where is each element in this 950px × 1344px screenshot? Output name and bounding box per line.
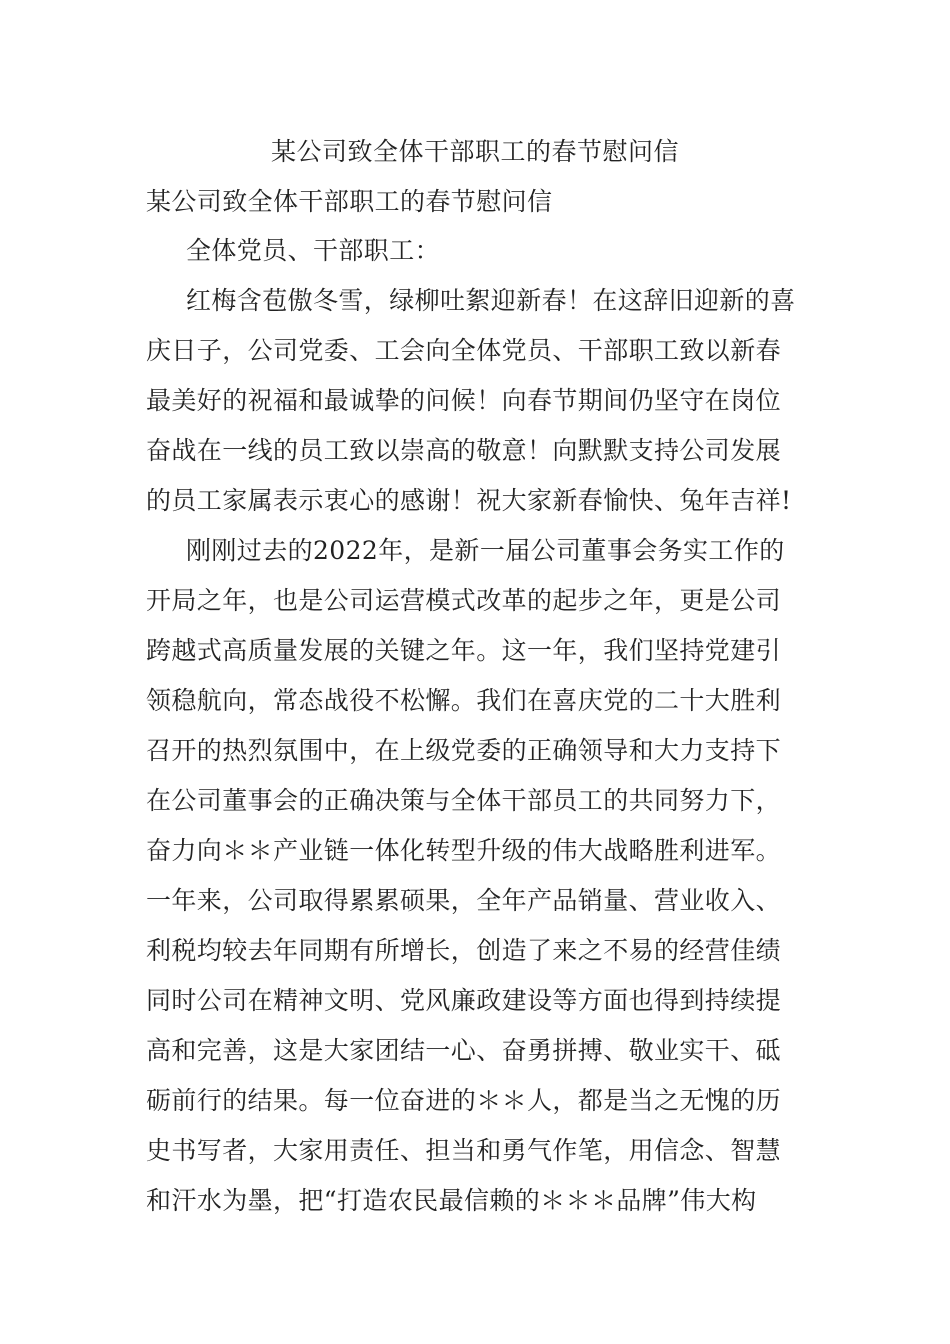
body-line: 领稳航向，常态战役不松懈。我们在喜庆党的二十大胜利 <box>146 686 782 715</box>
body-line: 跨越式高质量发展的关键之年。这一年，我们坚持党建引 <box>146 636 782 665</box>
body-line: 开局之年，也是公司运营模式改革的起步之年，更是公司 <box>146 586 782 615</box>
body-line: 和汗水为墨，把“打造农民最信赖的＊＊＊品牌”伟大构 <box>146 1186 757 1215</box>
body-line: 砺前行的结果。每一位奋进的＊＊人，都是当之无愧的历 <box>146 1086 782 1115</box>
body-line: 的员工家属表示衷心的感谢！祝大家新春愉快、兔年吉祥! <box>146 486 792 515</box>
body-line: 奋战在一线的员工致以崇高的敬意！向默默支持公司发展 <box>146 436 782 465</box>
body-line: 利税均较去年同期有所增长，创造了来之不易的经营佳绩 <box>146 936 782 965</box>
body-line: 召开的热烈氛围中，在上级党委的正确领导和大力支持下 <box>146 736 782 765</box>
document-title: 某公司致全体干部职工的春节慰问信 <box>270 137 679 166</box>
body-line: 最美好的祝福和最诚挚的问候！向春节期间仍坚守在岗位 <box>146 386 782 415</box>
body-line: 在公司董事会的正确决策与全体干部员工的共同努力下， <box>146 786 782 815</box>
body-line: 红梅含苞傲冬雪，绿柳吐絮迎新春！在这辞旧迎新的喜 <box>186 286 796 315</box>
body-line: 奋力向＊＊产业链一体化转型升级的伟大战略胜利进军。 <box>146 836 782 865</box>
body-line: 同时公司在精神文明、党风廉政建设等方面也得到持续提 <box>146 986 782 1015</box>
body-line: 刚刚过去的2022年，是新一届公司董事会务实工作的 <box>186 536 785 565</box>
salutation-line: 全体党员、干部职工： <box>186 236 441 265</box>
body-line: 史书写者，大家用责任、担当和勇气作笔，用信念、智慧 <box>146 1136 782 1165</box>
body-line: 庆日子，公司党委、工会向全体党员、干部职工致以新春 <box>146 336 782 365</box>
body-line: 高和完善，这是大家团结一心、奋勇拼搏、敬业实干、砥 <box>146 1036 782 1065</box>
body-line: 一年来，公司取得累累硕果，全年产品销量、营业收入、 <box>146 886 782 915</box>
subtitle-line: 某公司致全体干部职工的春节慰问信 <box>146 187 553 216</box>
